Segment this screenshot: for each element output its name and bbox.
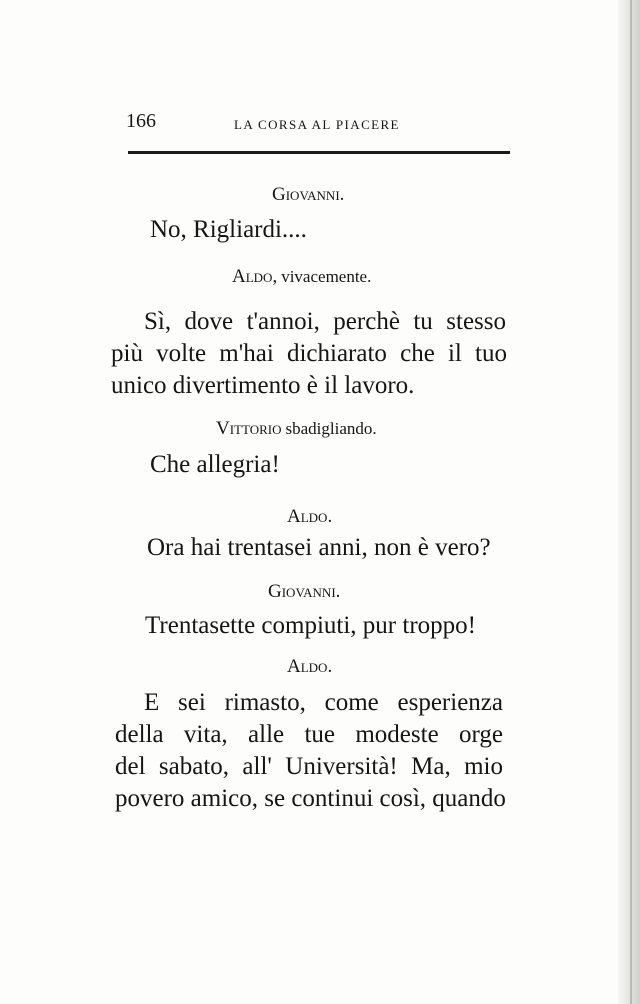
stage-direction: vivacemente. (281, 267, 372, 286)
speech-line: No, Rigliardi.... (150, 216, 307, 243)
speaker-aldo-2: Aldo. (287, 506, 333, 527)
speaker-giovanni-2: Giovanni. (268, 581, 341, 602)
speech-line: E sei rimasto, come esperienza (144, 689, 503, 716)
speech-line: Che allegria! (150, 451, 280, 478)
speaker-giovanni-1: Giovanni. (272, 184, 345, 205)
speaker-vittorio: Vittorio (216, 418, 282, 439)
speaker-aldo-1: Aldo, (232, 266, 278, 287)
page-edge-line (630, 0, 632, 1004)
running-title: LA CORSA AL PIACERE (234, 117, 400, 132)
stage-direction: sbadigliando. (285, 419, 377, 438)
page-number: 166 (126, 110, 156, 132)
speech-line: della vita, alle tue modeste orge (115, 721, 503, 748)
speech-line: del sabato, all' Università! Ma, mio (115, 753, 503, 780)
speaker-vittorio-row (216, 418, 377, 440)
speaker-aldo-1-row (232, 266, 371, 288)
speech-line: povero amico, se continui così, quando (115, 785, 506, 812)
speech-line: più volte m'hai dichiarato che il tuo (111, 340, 507, 367)
page-edge-shadow (618, 0, 640, 1004)
speaker-aldo-3: Aldo. (287, 656, 333, 677)
speech-line: Sì, dove t'annoi, perchè tu stesso (144, 308, 506, 335)
speech-line: Trentasette compiuti, pur troppo! (145, 612, 476, 639)
speech-line: unico divertimento è il lavoro. (111, 372, 415, 399)
speech-line: Ora hai trentasei anni, non è vero? (147, 534, 491, 561)
header-rule (128, 151, 510, 154)
